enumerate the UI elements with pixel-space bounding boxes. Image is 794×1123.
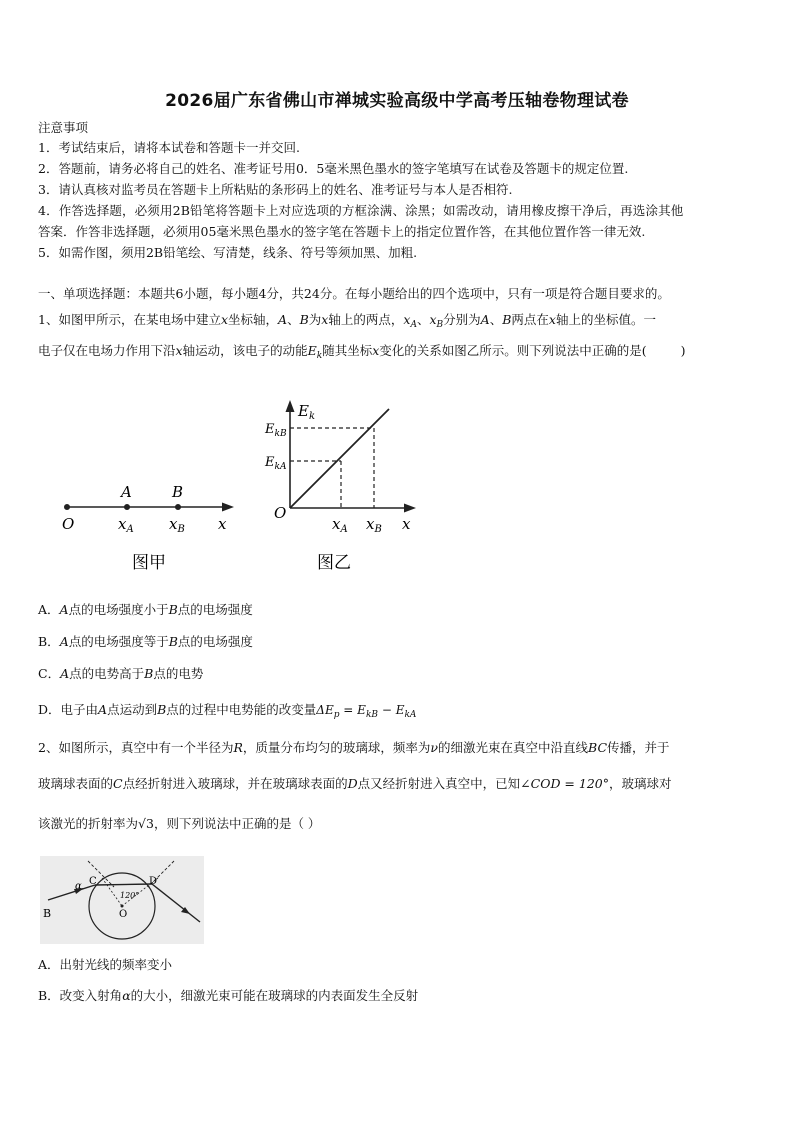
q2-stem-line2: 玻璃球表面的C点经折射进入玻璃球，并在玻璃球表面的D点又经折射进入真空中，已知∠COD = 120°，玻璃球对 bbox=[38, 776, 672, 791]
exam-title: 2026届广东省佛山市禅城实验高级中学高考压轴卷物理试卷 bbox=[165, 91, 629, 111]
point-d-label: D bbox=[149, 876, 158, 887]
q1-option-a: A．A点的电场强度小于B点的电场强度 bbox=[38, 602, 253, 617]
point-a-dot bbox=[124, 504, 130, 510]
potential-energy-formula: $\Delta E_p = E_{kB} - E_{kA}$ bbox=[316, 703, 417, 720]
x-axis-label: x bbox=[402, 515, 411, 533]
notice-item: 答案．作答非选择题，必须用05毫米黑色墨水的签字笔在答题卡上的指定位置作答，在其他位置作答一律无效. bbox=[38, 224, 646, 239]
q2-option-b: B．改变入射角α的大小，细激光束可能在玻璃球的内表面发生全反射 bbox=[38, 988, 419, 1003]
xa-label: $x_A$ bbox=[118, 515, 134, 535]
q2-figure bbox=[40, 856, 204, 944]
point-a-label: A bbox=[121, 483, 132, 501]
eka-label: $E_{kA}$ bbox=[265, 455, 287, 472]
ekb-label: $E_{kB}$ bbox=[265, 422, 287, 439]
origin-label: O bbox=[62, 515, 75, 533]
y-axis-arrowhead bbox=[286, 400, 295, 412]
notice-item: 3．请认真核对监考员在答题卡上所粘贴的条形码上的姓名、准考证号与本人是否相符. bbox=[38, 182, 513, 197]
figure-b-caption: 图乙 bbox=[317, 553, 351, 573]
xa-label: $x_A$ bbox=[332, 515, 348, 535]
ek-axis-label: $E_k$ bbox=[298, 402, 316, 422]
xb-label: $x_B$ bbox=[169, 515, 185, 535]
notice-heading: 注意事项 bbox=[38, 120, 89, 135]
q1-option-d: D．电子由A点运动到B点的过程中电势能的改变量$\Delta E_p = E_{kB} - E_{kA}$ bbox=[38, 702, 417, 720]
q2-option-a: A．出射光线的频率变小 bbox=[38, 957, 173, 972]
point-b-dot bbox=[175, 504, 181, 510]
xb-label: $x_B$ bbox=[366, 515, 382, 535]
section-heading: 一、单项选择题：本题共6小题，每小题4分，共24分。在每小题给出的四个选项中，只有一项是符合题目要求的。 bbox=[38, 286, 670, 301]
center-label: O bbox=[119, 909, 128, 920]
origin-label: O bbox=[274, 504, 287, 522]
point-b-label: B bbox=[43, 907, 52, 920]
q2-stem-line3: 该激光的折射率为√3，则下列说法中正确的是（ ） bbox=[38, 816, 321, 831]
origin-dot bbox=[64, 504, 70, 510]
q1-option-c: C．A点的电势高于B点的电势 bbox=[38, 666, 204, 681]
q1-stem-line1: 1、如图甲所示，在某电场中建立x坐标轴，A、B为x轴上的两点，$x_A$、$x_B$分别为A、B两点在x轴上的坐标值。一 bbox=[38, 312, 656, 330]
q2-stem-line1: 2、如图所示，真空中有一个半径为R，质量分布均匀的玻璃球，频率为ν的细激光束在真空中沿直线BC传播，并于 bbox=[38, 740, 670, 755]
center-dot bbox=[121, 905, 124, 908]
figure-background bbox=[40, 856, 204, 944]
x-axis-arrowhead bbox=[404, 504, 416, 513]
refractive-index: √3 bbox=[138, 816, 154, 831]
x-axis-label: x bbox=[218, 515, 227, 533]
figure-a-caption: 图甲 bbox=[132, 553, 166, 573]
angle-label: 120° bbox=[120, 891, 140, 900]
alpha-label: α bbox=[75, 881, 82, 892]
q1-figure-b bbox=[260, 392, 420, 578]
point-c-label: C bbox=[89, 876, 97, 887]
q1-option-b: B．A点的电场强度等于B点的电场强度 bbox=[38, 634, 253, 649]
point-b-label: B bbox=[172, 483, 184, 501]
notice-item: 1．考试结束后，请将本试卷和答题卡一并交回. bbox=[38, 140, 300, 155]
x-axis-arrowhead bbox=[222, 503, 234, 512]
refracted-ray bbox=[95, 884, 152, 885]
q1-figure-a bbox=[50, 470, 250, 580]
q1-stem-line2: 电子仅在电场力作用下沿x轴运动，该电子的动能$E_k$随其坐标x变化的关系如图乙所示。则下列说法中正确的是( ) bbox=[38, 343, 686, 361]
notice-item: 2．答题前，请务必将自己的姓名、准考证号用0．5毫米黑色墨水的签字笔填写在试卷及答题卡的规定位置. bbox=[38, 161, 629, 176]
notice-item: 4．作答选择题，必须用2B铅笔将答题卡上对应选项的方框涂满、涂黑；如需改动，请用橡皮擦干净后，再选涂其他 bbox=[38, 203, 684, 218]
notice-item: 5．如需作图，须用2B铅笔绘、写清楚，线条、符号等须加黑、加粗. bbox=[38, 245, 418, 260]
